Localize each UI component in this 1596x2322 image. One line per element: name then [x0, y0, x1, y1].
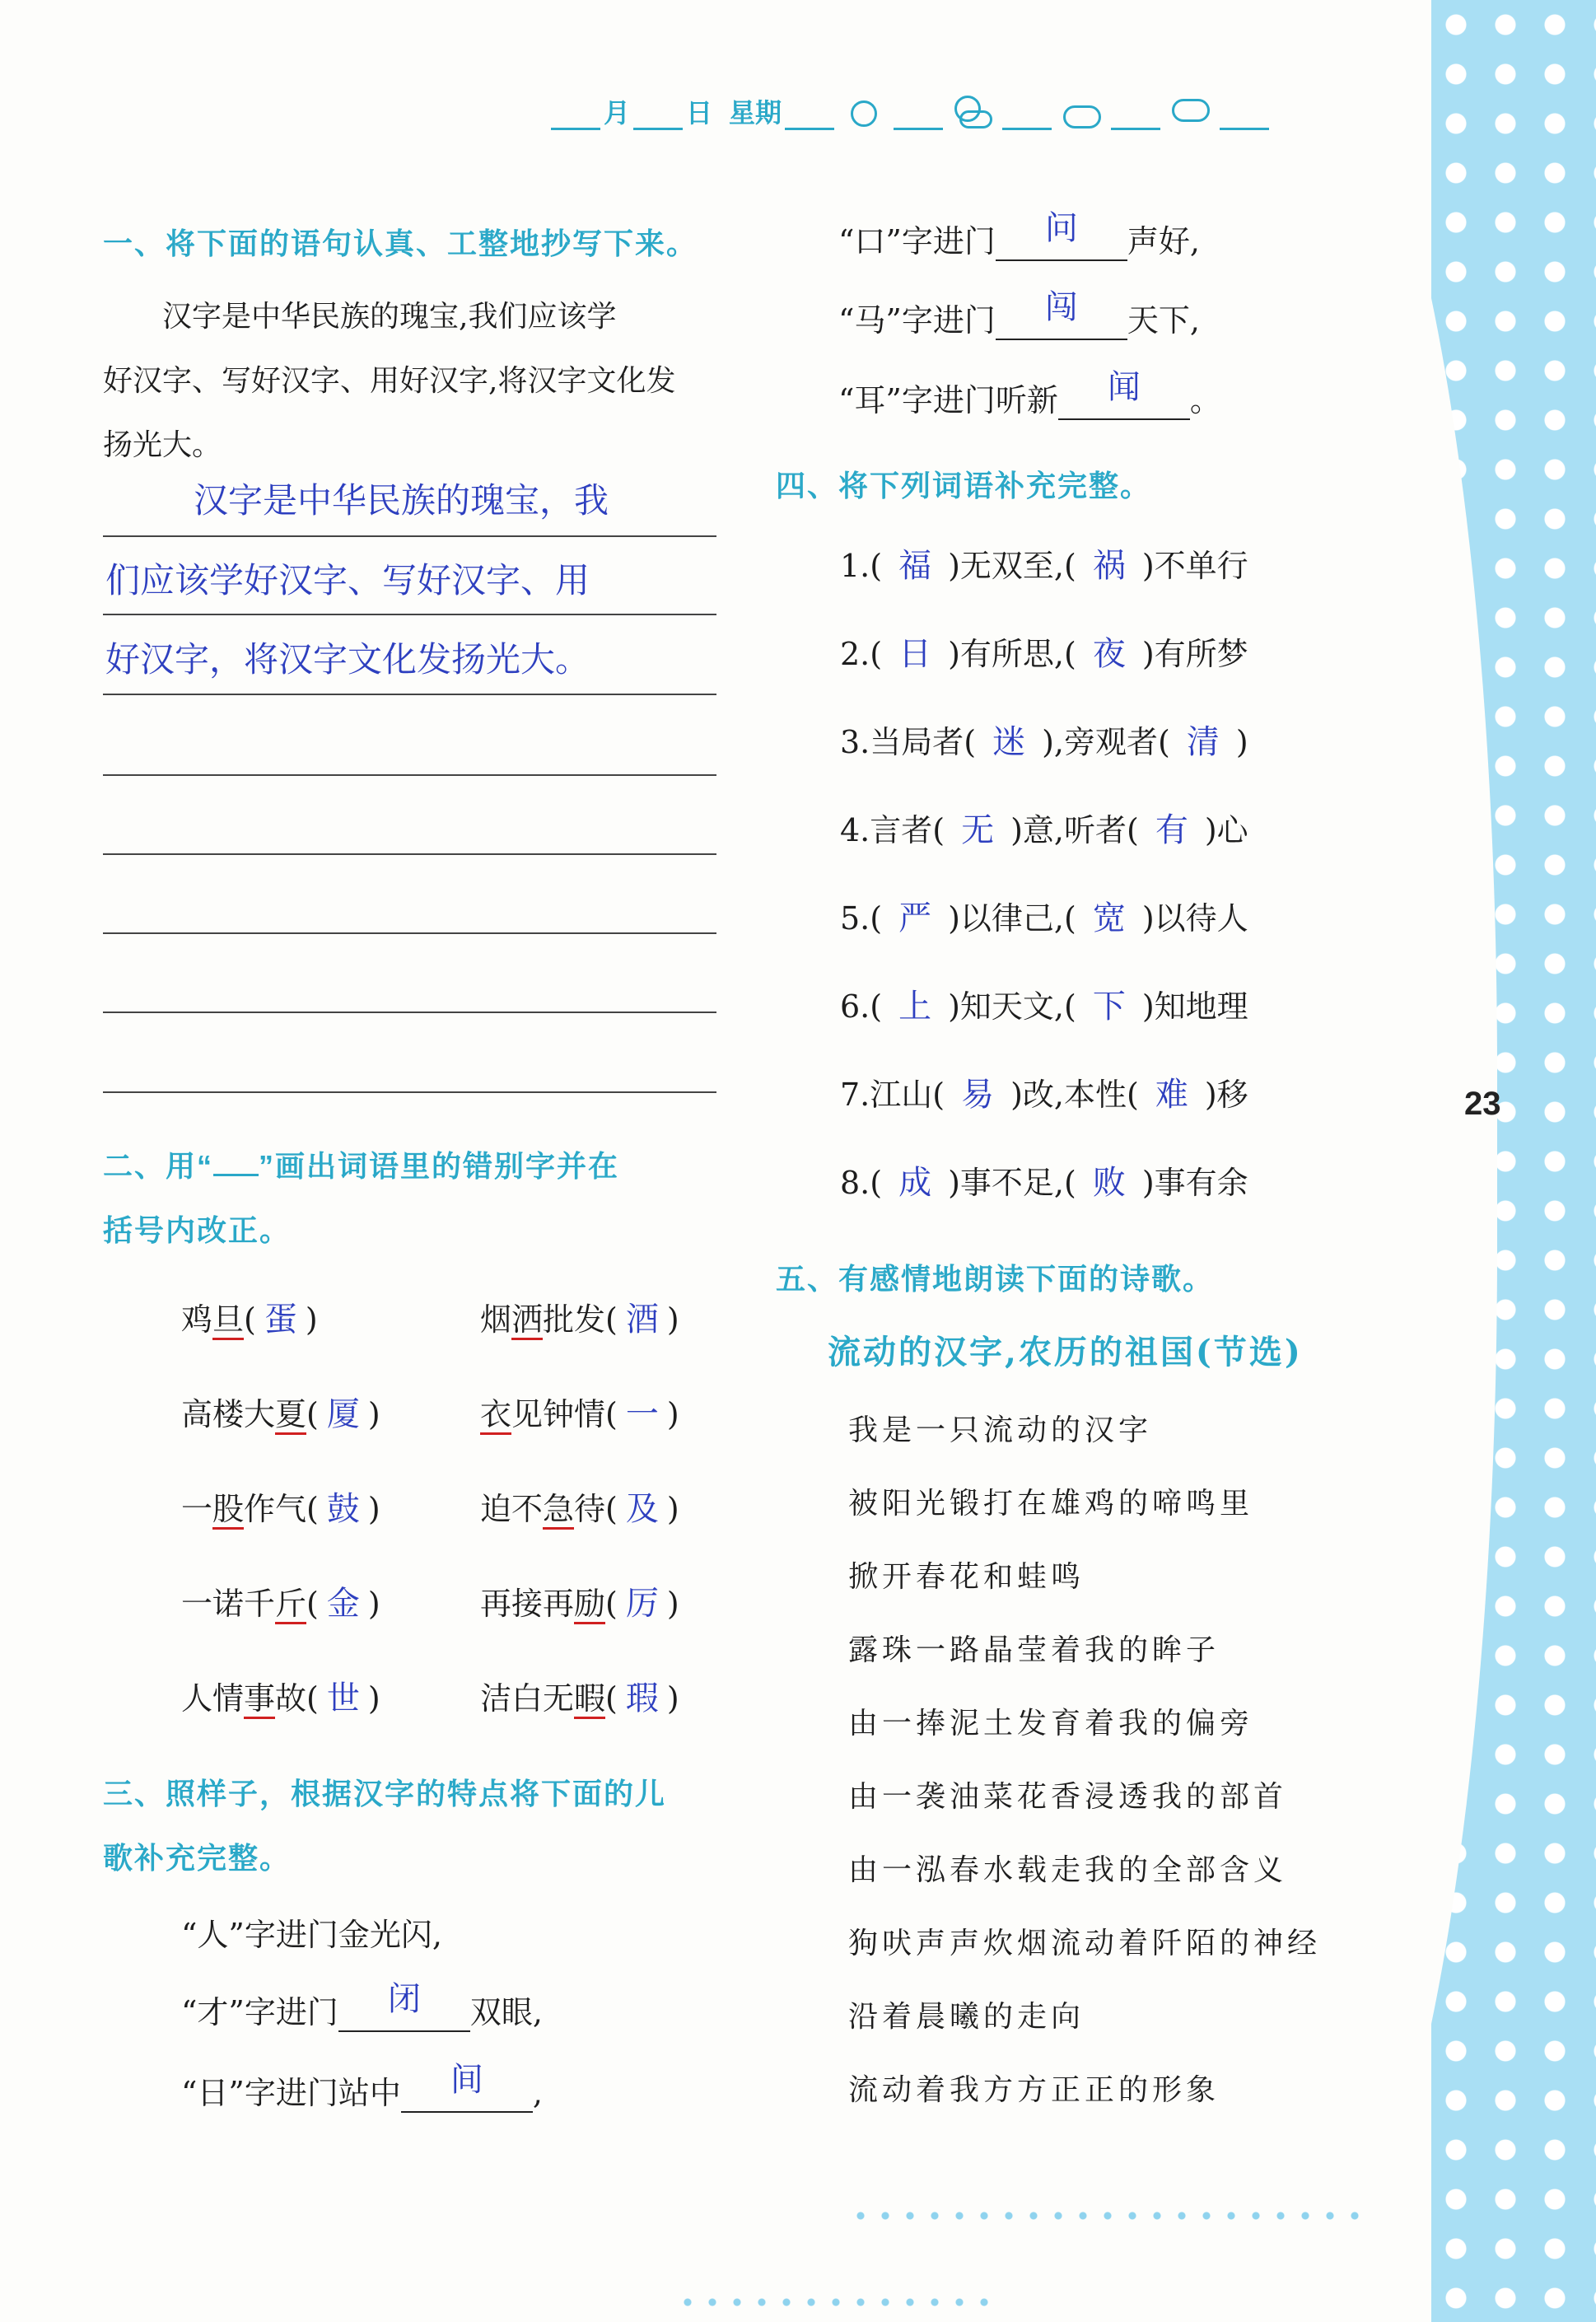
- idiom-answer-a: 福: [898, 547, 932, 585]
- idiom-end: )不单行: [1141, 548, 1248, 584]
- idiom-mid: ),旁观者(: [1042, 724, 1170, 760]
- typo-pre: 高楼大: [181, 1396, 276, 1432]
- close-paren: ): [666, 1491, 679, 1527]
- poem-line: 我是一只流动的汉字: [848, 1413, 1153, 1447]
- rhyme-blank: [996, 209, 1127, 261]
- s1-line-3: 扬光大。: [103, 428, 222, 462]
- open-paren: (: [306, 1396, 319, 1432]
- open-paren: (: [605, 1491, 618, 1527]
- idiom-answer-a: 易: [961, 1076, 995, 1114]
- typo-item: [181, 1388, 380, 1435]
- poem-title: 流动的汉字,农历的祖国(节选): [828, 1333, 1303, 1371]
- typo-pre: 洁白无: [480, 1680, 575, 1717]
- poem-line: 由一捧泥土发育着我的偏旁: [848, 1707, 1254, 1740]
- idiom-item: [840, 1068, 1248, 1115]
- idiom-end: )以待人: [1141, 900, 1248, 937]
- rhyme-line: [181, 2061, 543, 2113]
- typo-answer: 厉: [625, 1585, 659, 1623]
- idiom-answer-b: 有: [1155, 811, 1188, 849]
- close-paren: ): [666, 1301, 679, 1338]
- rhyme-line: [181, 1980, 543, 2032]
- close-paren: ): [666, 1586, 679, 1622]
- close-paren: ): [666, 1396, 679, 1432]
- typo-wrong-char: 衣: [480, 1396, 511, 1435]
- idiom-number: 3.: [840, 724, 870, 760]
- rhyme-line: [838, 209, 1200, 261]
- idiom-end: ): [1235, 724, 1248, 760]
- decorative-dots: [848, 2212, 1375, 2220]
- typo-item: [181, 1672, 380, 1719]
- idiom-item: [840, 540, 1248, 586]
- idiom-mid: )改,本性(: [1010, 1077, 1139, 1113]
- rhyme-post: 双眼,: [469, 1994, 543, 2030]
- rhyme-pre: “耳”字进门听新: [838, 382, 1058, 418]
- rhyme-post: 天下,: [1127, 302, 1200, 339]
- rhyme-answer: 间: [450, 2061, 483, 2099]
- rhyme-pre: “口”字进门: [838, 223, 996, 259]
- rhyme-answer: 闭: [387, 1980, 421, 2018]
- poem-line: 由一泓春水载走我的全部含义: [848, 1853, 1288, 1887]
- idiom-pre: (: [870, 900, 883, 937]
- close-paren: ): [367, 1491, 380, 1527]
- idiom-answer-a: 严: [898, 899, 932, 937]
- page-number: 23: [1464, 1086, 1501, 1122]
- s1-answer-line-1: 汉字是中华民族的瑰宝，我: [194, 480, 609, 521]
- idiom-answer-b: 祸: [1092, 547, 1126, 585]
- idiom-answer-b: 夜: [1092, 635, 1126, 673]
- typo-wrong-char: 事: [244, 1680, 275, 1719]
- rhyme-pre: “马”字进门: [838, 302, 996, 339]
- idiom-item: [840, 628, 1248, 675]
- section-5-title: 五、有感情地朗读下面的诗歌。: [776, 1262, 1215, 1296]
- typo-item: [480, 1293, 679, 1340]
- open-paren: (: [605, 1396, 618, 1432]
- idiom-mid: )无双至,(: [948, 548, 1076, 584]
- typo-item: [480, 1672, 679, 1719]
- decorative-dots-bottom: [675, 2298, 988, 2306]
- rhyme-post: ,: [532, 2075, 543, 2111]
- idiom-item: [840, 1156, 1248, 1203]
- idiom-answer-b: 难: [1155, 1076, 1188, 1114]
- open-paren: (: [605, 1586, 618, 1622]
- open-paren: (: [306, 1586, 319, 1622]
- typo-post: 批发: [543, 1301, 606, 1338]
- idiom-mid: )意,听者(: [1010, 812, 1139, 848]
- idiom-item: [840, 804, 1248, 851]
- typo-item: [480, 1577, 679, 1624]
- idiom-mid: )有所思,(: [948, 636, 1076, 672]
- open-paren: (: [306, 1491, 319, 1527]
- typo-pre: 鸡: [181, 1301, 213, 1338]
- month-label: 月: [604, 98, 631, 128]
- typo-answer: 蛋: [264, 1301, 297, 1339]
- idiom-pre: (: [870, 636, 883, 672]
- poem-line: 被阳光锻打在雄鸡的啼鸣里: [848, 1487, 1254, 1521]
- idiom-number: 6.: [840, 988, 870, 1025]
- idiom-answer-a: 成: [898, 1164, 932, 1202]
- idiom-end: )知地理: [1141, 988, 1248, 1025]
- typo-pre: 一: [181, 1491, 213, 1527]
- cloudy-icon: [1060, 94, 1103, 130]
- idiom-pre: (: [870, 988, 883, 1025]
- section-3-title-line-2: 歌补充完整。: [103, 1841, 292, 1875]
- section-1-text: [103, 285, 729, 478]
- rhyme-blank: [401, 2061, 533, 2113]
- typo-wrong-char: 暇: [574, 1680, 605, 1719]
- idiom-answer-a: 日: [898, 635, 932, 673]
- poem-line: 由一袭油菜花香浸透我的部首: [848, 1780, 1288, 1814]
- s1-line-2: 好汉字、写好汉字、用好汉字,将汉字文化发: [103, 364, 676, 398]
- idiom-number: 7.: [840, 1077, 870, 1113]
- typo-post: 作气: [244, 1491, 307, 1527]
- idiom-number: 8.: [840, 1165, 870, 1201]
- s1-answer-line-3: 好汉字，将汉字文化发扬光大。: [105, 639, 590, 680]
- idiom-pre: (: [870, 548, 883, 584]
- typo-post: 见钟情: [511, 1396, 606, 1432]
- typo-item: [181, 1293, 318, 1340]
- close-paren: ): [367, 1586, 380, 1622]
- typo-wrong-char: 斤: [275, 1586, 306, 1624]
- idiom-number: 1.: [840, 548, 870, 584]
- typo-wrong-char: 急: [543, 1491, 574, 1530]
- open-paren: (: [605, 1301, 618, 1338]
- section-2-title: 二、用“ ”画出词语里的错别字并在: [103, 1149, 620, 1183]
- idiom-number: 2.: [840, 636, 870, 672]
- typo-answer: 厦: [326, 1395, 360, 1433]
- idiom-number: 4.: [840, 812, 870, 848]
- typo-answer: 世: [326, 1680, 360, 1717]
- rhyme-pre: “人”字进门金光闪,: [181, 1917, 442, 1953]
- typo-post: 待: [574, 1491, 606, 1527]
- idiom-end: )有所梦: [1141, 636, 1248, 672]
- typo-wrong-char: 股: [212, 1491, 244, 1530]
- close-paren: ): [367, 1396, 380, 1432]
- idiom-answer-a: 上: [898, 988, 932, 1026]
- open-paren: (: [306, 1680, 319, 1717]
- typo-wrong-char: 洒: [511, 1301, 543, 1340]
- idiom-pre: 言者(: [870, 812, 945, 848]
- rhyme-line: [838, 288, 1200, 340]
- rhyme-post: 声好,: [1127, 223, 1200, 259]
- typo-wrong-char: 励: [574, 1586, 605, 1624]
- rhyme-pre: “才”字进门: [181, 1994, 338, 2030]
- section-4-title: 四、将下列词语补充完整。: [776, 469, 1152, 502]
- typo-pre: 一诺千: [181, 1586, 276, 1622]
- poem-line: 沿着晨曦的走向: [848, 2000, 1085, 2034]
- idiom-number: 5.: [840, 900, 870, 937]
- idiom-pre: 江山(: [870, 1077, 945, 1113]
- rhyme-answer: 问: [1044, 209, 1078, 247]
- typo-answer: 金: [326, 1585, 360, 1623]
- rhyme-line: [838, 368, 1221, 420]
- typo-pre: 烟: [480, 1301, 512, 1338]
- typo-item: [181, 1483, 380, 1530]
- typo-answer: 鼓: [326, 1490, 360, 1528]
- rhyme-pre: “日”字进门站中: [181, 2075, 401, 2111]
- typo-item: [480, 1388, 679, 1435]
- rhyme-answer: 闯: [1044, 288, 1078, 326]
- idiom-answer-b: 下: [1092, 988, 1126, 1026]
- weekday-label: 星期: [729, 98, 782, 128]
- open-paren: (: [605, 1680, 618, 1717]
- s1-answer-line-2: 们应该学好汉字、写好汉字、用: [105, 560, 590, 600]
- close-paren: ): [305, 1301, 318, 1338]
- idiom-pre: (: [870, 1165, 883, 1201]
- typo-wrong-char: 夏: [275, 1396, 306, 1435]
- rhyme-blank: [996, 288, 1127, 340]
- poem-line: 露珠一路晶莹着我的眸子: [848, 1633, 1220, 1667]
- typo-answer: 瑕: [625, 1680, 659, 1717]
- typo-pre: 再接再: [480, 1586, 575, 1622]
- s1-line-1: 汉字是中华民族的瑰宝,我们应该学: [162, 300, 617, 334]
- poem-line: 流动着我方方正正的形象: [848, 2073, 1220, 2107]
- day-label: 日: [686, 98, 713, 128]
- sunny-icon: [842, 94, 885, 130]
- rhyme-line: [181, 1909, 442, 1955]
- poem-line: 狗吠声声炊烟流动着阡陌的神经: [848, 1927, 1322, 1960]
- typo-item: [480, 1483, 679, 1530]
- typo-answer: 一: [625, 1395, 659, 1433]
- close-paren: ): [666, 1680, 679, 1717]
- typo-answer: 酒: [625, 1301, 659, 1339]
- idiom-mid: )事不足,(: [948, 1165, 1076, 1201]
- date-header: [548, 92, 1272, 130]
- idiom-answer-a: 无: [961, 811, 995, 849]
- rhyme-blank: [338, 1980, 470, 2032]
- close-paren: ): [367, 1680, 380, 1717]
- rhyme-post: 。: [1189, 382, 1221, 418]
- idiom-end: )移: [1204, 1077, 1248, 1113]
- rhyme-blank: [1058, 368, 1190, 420]
- typo-pre: 迫不: [480, 1491, 544, 1527]
- rainy-icon: [1169, 94, 1211, 130]
- poem-line: 掀开春花和蛙鸣: [848, 1560, 1085, 1594]
- idiom-mid: )知天文,(: [948, 988, 1076, 1025]
- idiom-mid: )以律己,(: [948, 900, 1076, 937]
- idiom-item: [840, 892, 1248, 939]
- idiom-item: [840, 716, 1248, 763]
- typo-answer: 及: [625, 1490, 659, 1528]
- open-paren: (: [244, 1301, 256, 1338]
- idiom-answer-b: 清: [1186, 723, 1220, 761]
- section-3-title: 三、照样子，根据汉字的特点将下面的儿: [103, 1777, 667, 1810]
- idiom-end: )心: [1204, 812, 1248, 848]
- typo-pre: 人情: [181, 1680, 245, 1717]
- idiom-answer-b: 败: [1092, 1164, 1126, 1202]
- section-2-title-line-2: 括号内改正。: [103, 1213, 292, 1247]
- partly-sunny-icon: [951, 94, 994, 130]
- idiom-item: [840, 980, 1248, 1027]
- idiom-answer-b: 宽: [1092, 899, 1126, 937]
- typo-item: [181, 1577, 380, 1624]
- typo-wrong-char: 旦: [212, 1301, 244, 1340]
- idiom-answer-a: 迷: [992, 723, 1026, 761]
- idiom-pre: 当局者(: [870, 724, 977, 760]
- typo-post: 故: [275, 1680, 307, 1717]
- rhyme-answer: 闻: [1107, 368, 1141, 406]
- idiom-end: )事有余: [1141, 1165, 1248, 1201]
- section-1-title: 一、将下面的语句认真、工整地抄写下来。: [103, 227, 698, 260]
